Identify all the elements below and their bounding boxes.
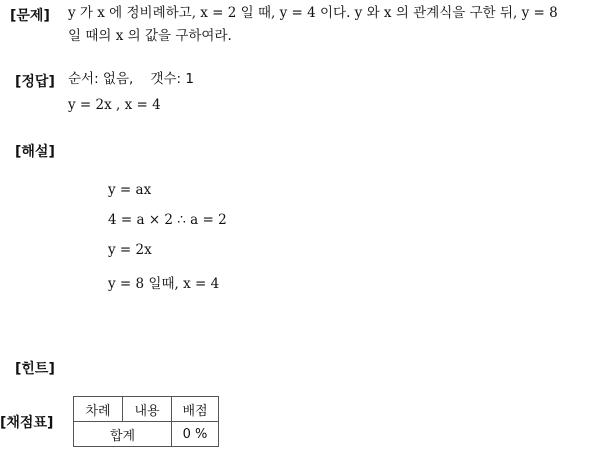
rubric-total-label: 합계: [74, 422, 172, 447]
rubric-total-value: 0 %: [172, 422, 219, 447]
answer-value: y = 2x , x = 4: [68, 97, 161, 113]
rubric-table: [73, 396, 219, 447]
rubric-label: [채점표]: [0, 415, 54, 431]
rubric-header-order: 차례: [74, 397, 123, 422]
problem-text-line1: y 가 x 에 정비례하고, x = 2 일 때, y = 4 이다. y 와 x 의 관계식을 구한 뒤, y = 8: [68, 5, 558, 21]
answer-meta: 순서: 없음, 갯수: 1: [68, 71, 194, 87]
rubric-header-points: 배점: [172, 397, 219, 422]
problem-text-line2: 일 때의 x 의 값을 구하여라.: [68, 28, 232, 44]
explanation-step-1: y = ax: [108, 182, 152, 198]
explanation-label: [해설]: [15, 144, 55, 160]
problem-label: [문제]: [10, 8, 50, 24]
explanation-step-4: y = 8 일때, x = 4: [108, 276, 220, 292]
answer-label: [정답]: [15, 74, 55, 90]
rubric-header-row: [74, 397, 219, 422]
explanation-step-2: 4 = a × 2 ∴ a = 2: [108, 212, 227, 228]
rubric-total-row: [74, 422, 219, 447]
rubric-header-content: 내용: [123, 397, 172, 422]
hint-label: [힌트]: [15, 361, 55, 377]
explanation-step-3: y = 2x: [108, 242, 152, 258]
